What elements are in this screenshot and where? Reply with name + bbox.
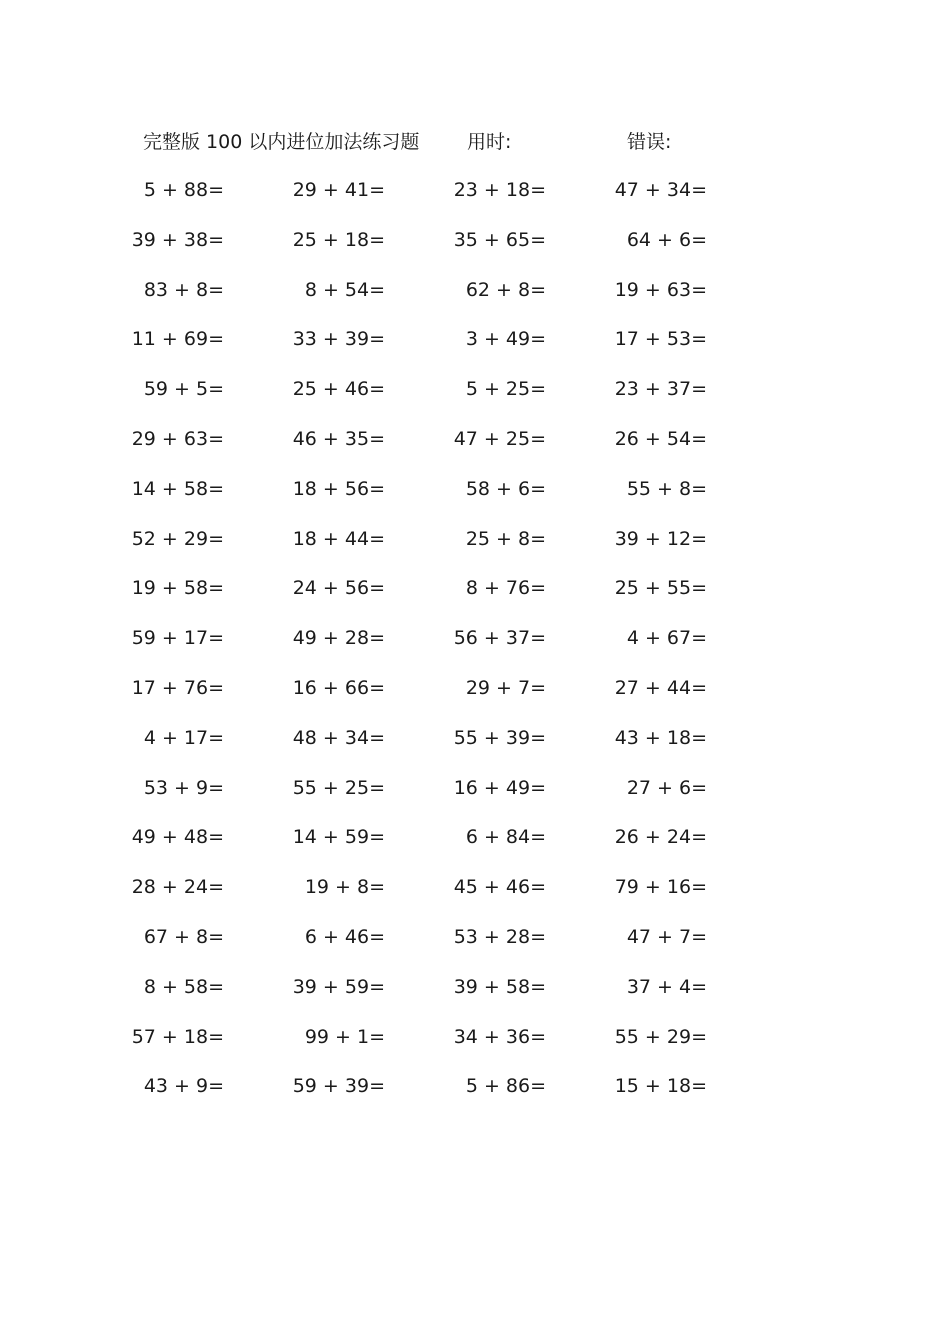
error-label: 错误: (627, 131, 672, 153)
addition-problem: 39 + 12= (614, 527, 707, 550)
addition-problem: 47 + 7= (626, 925, 707, 948)
addition-problem: 47 + 34= (614, 179, 707, 201)
addition-problem: 33 + 39= (292, 328, 385, 351)
addition-problem: 3 + 49= (465, 328, 546, 351)
addition-problem: 19 + 8= (304, 876, 385, 899)
addition-problem: 23 + 37= (614, 378, 707, 401)
addition-problem: 64 + 6= (626, 228, 707, 251)
addition-problem: 5 + 86= (465, 1075, 546, 1098)
problem-row (0, 923, 950, 973)
addition-problem: 15 + 18= (614, 1075, 707, 1098)
addition-problem: 18 + 56= (292, 477, 385, 500)
addition-problem: 99 + 1= (304, 1025, 385, 1048)
addition-problem: 46 + 35= (292, 427, 385, 450)
addition-problem: 52 + 29= (131, 527, 224, 550)
addition-problem: 55 + 29= (614, 1025, 707, 1048)
problem-row (0, 525, 950, 575)
addition-problem: 5 + 25= (465, 378, 546, 401)
addition-problem: 11 + 69= (131, 328, 224, 351)
problem-row (0, 1072, 950, 1122)
problem-row (0, 425, 950, 475)
addition-problem: 26 + 24= (614, 826, 707, 849)
problem-row (0, 475, 950, 525)
addition-problem: 57 + 18= (131, 1025, 224, 1048)
addition-problem: 39 + 38= (131, 228, 224, 251)
addition-problem: 23 + 18= (453, 179, 546, 201)
addition-problem: 49 + 48= (131, 826, 224, 849)
problem-row (0, 973, 950, 1023)
addition-problem: 4 + 67= (626, 627, 707, 650)
addition-problem: 39 + 59= (292, 975, 385, 998)
addition-problem: 62 + 8= (465, 278, 546, 301)
addition-problem: 19 + 63= (614, 278, 707, 301)
addition-problem: 14 + 58= (131, 477, 224, 500)
problem-row (0, 325, 950, 375)
problem-row (0, 724, 950, 774)
addition-problem: 79 + 16= (614, 876, 707, 899)
addition-problem: 55 + 25= (292, 776, 385, 799)
problem-row (0, 774, 950, 824)
addition-problem: 47 + 25= (453, 427, 546, 450)
addition-problem: 8 + 76= (465, 577, 546, 600)
addition-problem: 56 + 37= (453, 627, 546, 650)
addition-problem: 16 + 66= (292, 676, 385, 699)
addition-problem: 83 + 8= (143, 278, 224, 301)
addition-problem: 27 + 6= (626, 776, 707, 799)
addition-problem: 59 + 5= (143, 378, 224, 401)
time-label: 用时: (467, 131, 512, 153)
addition-problem: 59 + 39= (292, 1075, 385, 1098)
addition-problem: 55 + 8= (626, 477, 707, 500)
problem-grid (0, 176, 950, 1122)
addition-problem: 27 + 44= (614, 676, 707, 699)
addition-problem: 58 + 6= (465, 477, 546, 500)
addition-problem: 18 + 44= (292, 527, 385, 550)
addition-problem: 29 + 63= (131, 427, 224, 450)
addition-problem: 4 + 17= (143, 726, 224, 749)
addition-problem: 37 + 4= (626, 975, 707, 998)
addition-problem: 55 + 39= (453, 726, 546, 749)
addition-problem: 8 + 54= (304, 278, 385, 301)
problem-row (0, 1023, 950, 1073)
addition-problem: 53 + 9= (143, 776, 224, 799)
addition-problem: 19 + 58= (131, 577, 224, 600)
addition-problem: 25 + 8= (465, 527, 546, 550)
addition-problem: 34 + 36= (453, 1025, 546, 1048)
problem-row (0, 624, 950, 674)
addition-problem: 59 + 17= (131, 627, 224, 650)
addition-problem: 6 + 84= (465, 826, 546, 849)
addition-problem: 67 + 8= (143, 925, 224, 948)
addition-problem: 35 + 65= (453, 228, 546, 251)
addition-problem: 39 + 58= (453, 975, 546, 998)
addition-problem: 17 + 76= (131, 676, 224, 699)
addition-problem: 16 + 49= (453, 776, 546, 799)
addition-problem: 8 + 58= (143, 975, 224, 998)
addition-problem: 29 + 7= (465, 676, 546, 699)
problem-row (0, 873, 950, 923)
problem-row (0, 375, 950, 425)
addition-problem: 25 + 18= (292, 228, 385, 251)
addition-problem: 25 + 46= (292, 378, 385, 401)
addition-problem: 5 + 88= (143, 179, 224, 201)
addition-problem: 17 + 53= (614, 328, 707, 351)
addition-problem: 43 + 18= (614, 726, 707, 749)
addition-problem: 28 + 24= (131, 876, 224, 899)
problem-row (0, 276, 950, 326)
addition-problem: 25 + 55= (614, 577, 707, 600)
addition-problem: 29 + 41= (292, 179, 385, 201)
addition-problem: 48 + 34= (292, 726, 385, 749)
addition-problem: 14 + 59= (292, 826, 385, 849)
problem-row (0, 226, 950, 276)
worksheet-title: 完整版 100 以内进位加法练习题 (143, 131, 420, 153)
addition-problem: 45 + 46= (453, 876, 546, 899)
addition-problem: 6 + 46= (304, 925, 385, 948)
addition-problem: 43 + 9= (143, 1075, 224, 1098)
problem-row (0, 176, 950, 226)
problem-row (0, 574, 950, 624)
addition-problem: 26 + 54= (614, 427, 707, 450)
addition-problem: 24 + 56= (292, 577, 385, 600)
addition-problem: 53 + 28= (453, 925, 546, 948)
problem-row (0, 823, 950, 873)
problem-row (0, 674, 950, 724)
addition-problem: 49 + 28= (292, 627, 385, 650)
worksheet-header (0, 128, 950, 156)
